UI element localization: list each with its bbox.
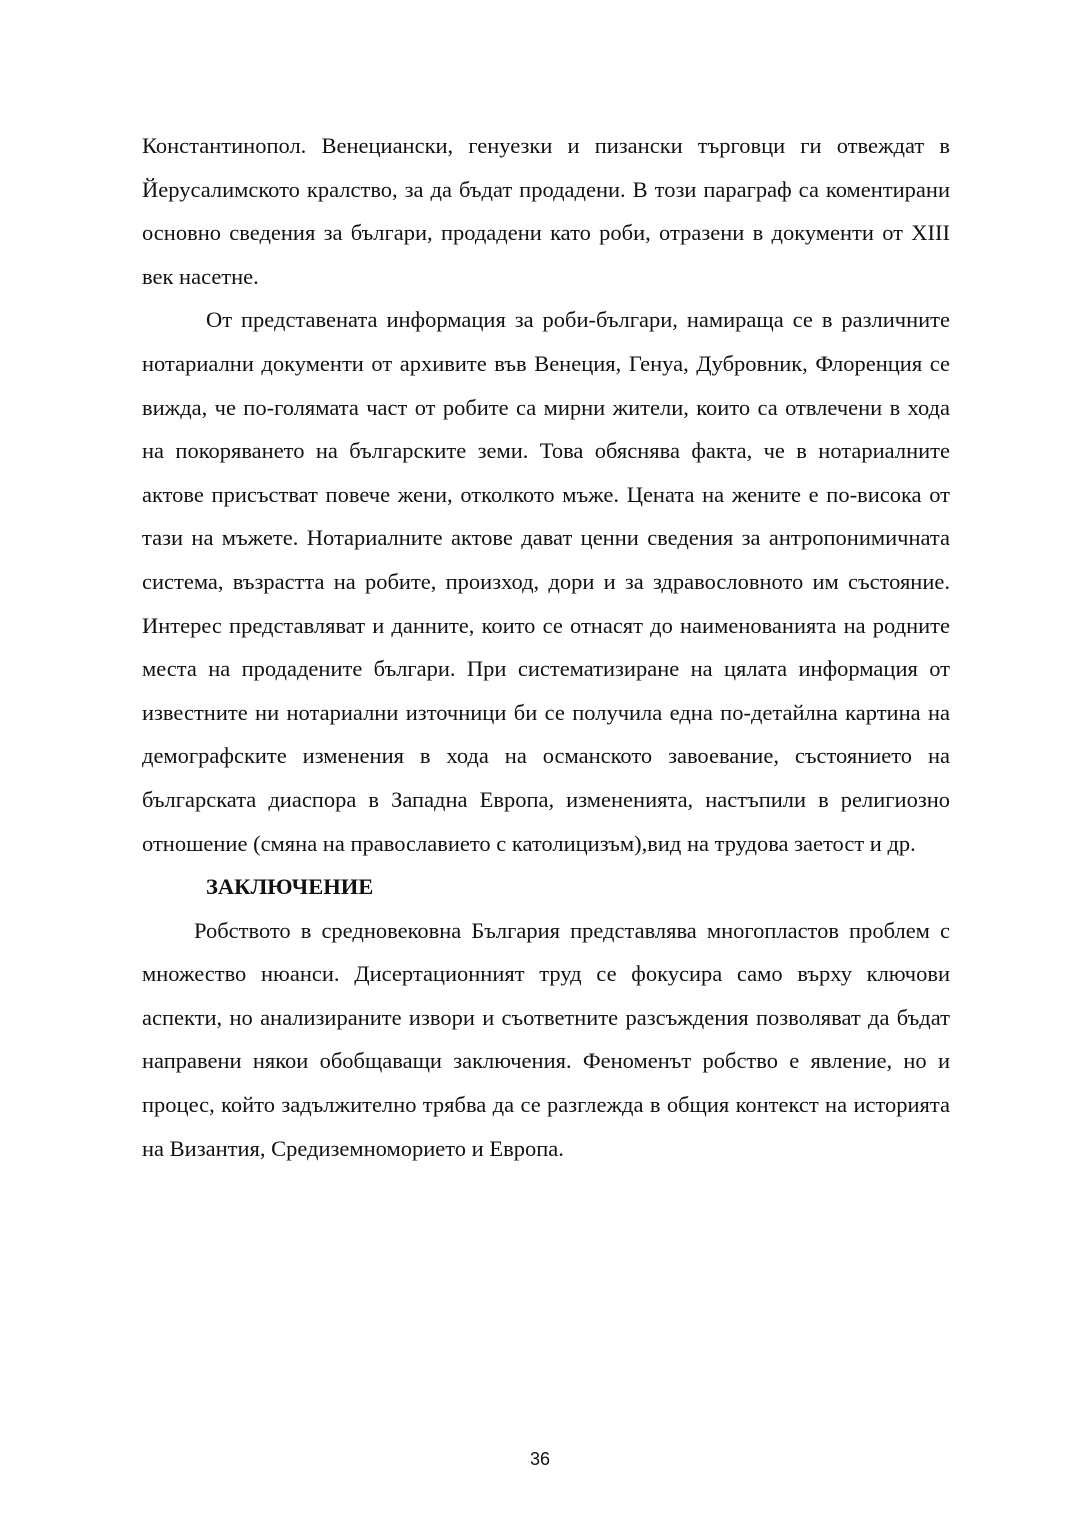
page-number: 36 bbox=[529, 1449, 551, 1469]
paragraph-slaves-information: От представената информация за роби-българи, намираща се в различните нотариални документи от архивите във Венеция, Генуа, Дубровник, Флоренция се вижда, че по-голямата част от робите са мирни жители, които са отвлечени в хода на покоряването на българските земи. Това обяснява факта, че в нотариалните актове присъстват повече жени, отколкото мъже. Цената на жените е по-висока от тази на мъжете. Нотариалните актове дават ценни сведения за антропонимичната система, възрастта на робите, произход, дори и за здравословното им състояние. Интерес представляват и данните, които се отнасят до наименованията на родните места на продадените българи. При систематизиране на цялата информация от известните ни нотариални източници би се получила една по-детайлна картина на демографските изменения в хода на османското завоевание, състоянието на българската диаспора в Западна Европа, измененията, настъпили в религиозно отношение (смяна на православието с католицизъм),вид на трудова заетост и др. bbox=[142, 307, 950, 856]
paragraph-continuation: Константинопол. Венециански, генуезки и пизански търговци ги отвеждат в Йерусалимското кралство, за да бъдат продадени. В този параграф са коментирани основно сведения за българи, продадени като роби, отразени в документи от XIII век насетне. bbox=[142, 133, 950, 289]
paragraph-conclusion: Робството в средновековна България представлява многопластов проблем с множество нюанси. Дисертационният труд се фокусира само върху ключови аспекти, но анализираните извори и съответните разсъждения позволяват да бъдат направени някои обобщаващи заключения. Феноменът робство е явление, но и процес, който задължително трябва да се разглежда в общия контекст на историята на Византия, Средиземноморието и Европа. bbox=[142, 917, 950, 1161]
section-heading-conclusion: ЗАКЛЮЧЕНИЕ bbox=[206, 874, 374, 900]
page-body bbox=[142, 124, 950, 1170]
